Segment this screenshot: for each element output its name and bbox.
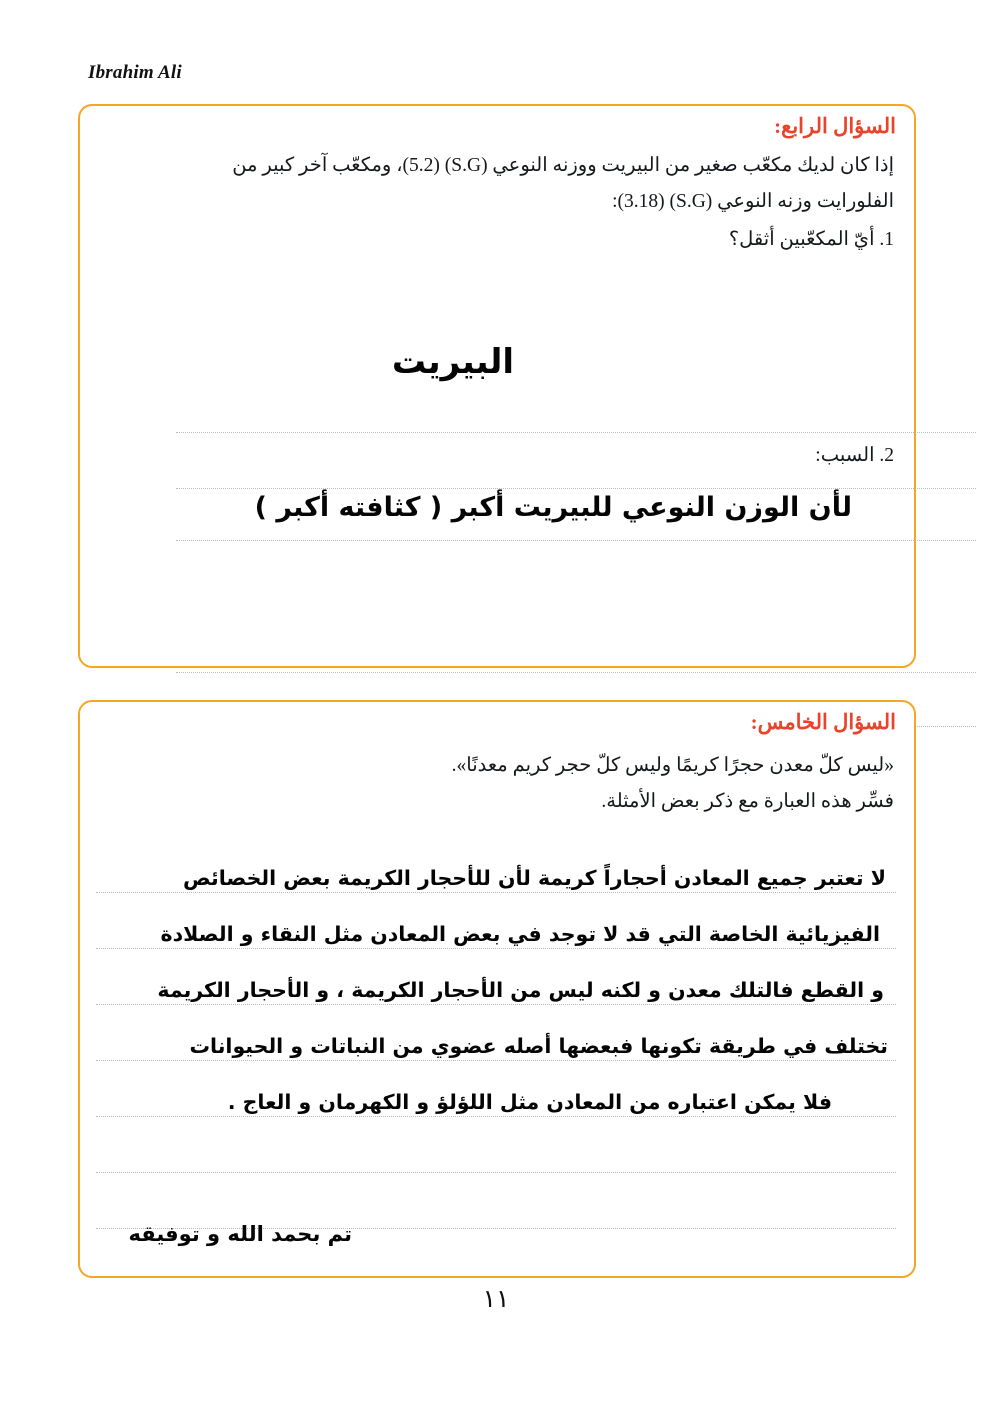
handwritten-answer-2: لأن الوزن النوعي للبيريت أكبر ( كثافته أكبر ) xyxy=(254,492,852,523)
question-4-sub-2 xyxy=(98,438,894,474)
handwritten-line: تختلف في طريقة تكونها فبعضها أصله عضوي من النباتات و الحيوانات xyxy=(189,1034,888,1058)
page-number: ١١ xyxy=(482,1286,510,1313)
handwritten-line: فلا يمكن اعتباره من المعادن مثل اللؤلؤ و الكهرمان و العاج . xyxy=(227,1090,832,1114)
handwritten-line: و القطع فالتلك معدن و لكنه ليس من الأحجار الكريمة ، و الأحجار الكريمة xyxy=(157,978,884,1002)
question-5-prompt-line-2: فسِّر هذه العبارة مع ذكر بعض الأمثلة. xyxy=(601,791,894,813)
question-4-prompt-line-2: الفلورايت وزنه النوعي (S.G) (3.18): xyxy=(612,191,894,213)
question-4-sub-2-label: 2. السبب: xyxy=(815,445,894,466)
rule-line xyxy=(96,1172,896,1173)
question-5-prompt xyxy=(100,748,894,820)
rule-line xyxy=(96,1004,896,1005)
handwritten-answer-1: البيريت xyxy=(391,342,514,382)
handwritten-closing: تم بحمد الله و توفيقه xyxy=(128,1222,352,1246)
question-5-title: السؤال الخامس: xyxy=(750,710,896,734)
question-4-sub-1: 1. أيّ المكعّبين أثقل؟ xyxy=(728,229,894,251)
author-name: Ibrahim Ali xyxy=(88,62,182,83)
question-5-prompt-line-1: «ليس كلّ معدن حجرًا كريمًا وليس كلّ حجر كريم معدنًا». xyxy=(451,755,894,776)
rule-line xyxy=(176,432,976,433)
rule-line xyxy=(96,892,896,893)
rule-line xyxy=(176,540,976,541)
question-4-prompt-line-1: إذا كان لديك مكعّب صغير من البيريت ووزنه النوعي (S.G) (5.2)، ومكعّب آخر كبير من xyxy=(232,155,894,176)
question-4-card xyxy=(78,104,916,668)
rule-line xyxy=(176,672,976,673)
rule-line xyxy=(176,488,976,489)
rule-line xyxy=(96,1116,896,1117)
handwritten-line: لا تعتبر جميع المعادن أحجاراً كريمة لأن للأحجار الكريمة بعض الخصائص xyxy=(183,866,886,890)
handwritten-line: الفيزيائية الخاصة التي قد لا توجد في بعض المعادن مثل النقاء و الصلادة xyxy=(160,922,880,946)
rule-line xyxy=(96,1060,896,1061)
rule-line xyxy=(96,948,896,949)
question-4-title: السؤال الرابع: xyxy=(774,114,896,138)
question-4-prompt xyxy=(100,148,894,258)
